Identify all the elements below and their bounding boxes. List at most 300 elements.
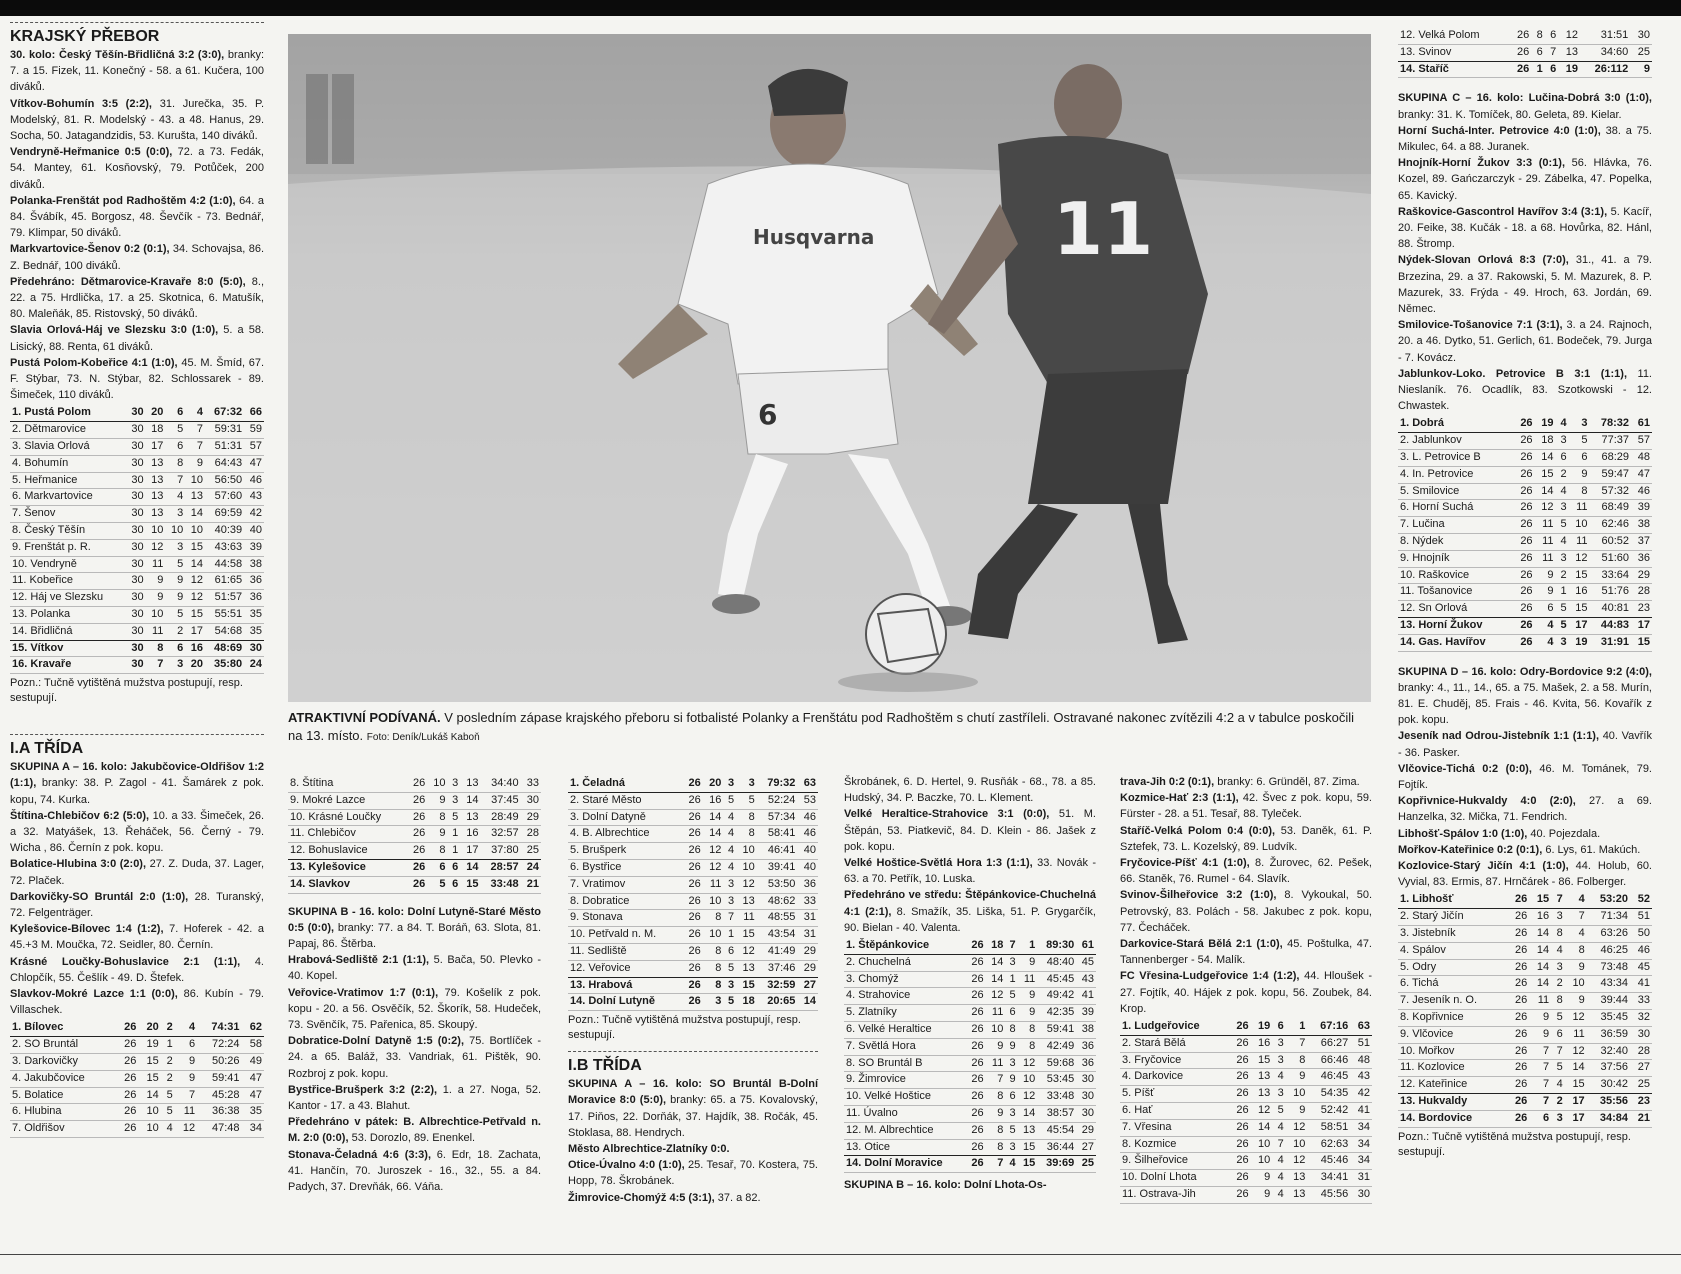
team-name: 13. Svinov	[1398, 44, 1510, 61]
match-result	[10, 889, 264, 921]
team-name: 4. Spálov	[1398, 942, 1507, 959]
stat-cell: 6	[1005, 1089, 1017, 1106]
stat-cell: 13	[1558, 44, 1580, 61]
stat-cell: 11	[986, 1055, 1006, 1072]
match-result	[1398, 317, 1652, 366]
match-result-scorers: branky: 7. a 15. Fizek, 11. Konečný - 58. a 61. Kučera, 100 diváků.	[10, 49, 264, 94]
match-result-scorers: 51. M. Štěpán, 53. Piatkevič, 84. D. Klein - 86. Jašek z pok. kopu.	[844, 808, 1096, 853]
table-row	[844, 1106, 1096, 1123]
team-name: 12. Bohuslavice	[288, 843, 407, 860]
stat-cell: 26	[407, 809, 427, 826]
stat-cell: 47	[1631, 466, 1652, 483]
stat-cell: 23	[1631, 601, 1652, 618]
stat-cell: 9	[427, 792, 447, 809]
stat-cell: 42:49	[1037, 1038, 1076, 1055]
table-row	[1398, 584, 1652, 601]
team-name: 8. Štítina	[288, 776, 407, 792]
stat-cell: 41	[1630, 976, 1652, 993]
stat-cell: 33	[1630, 993, 1652, 1010]
stat-cell: 26	[1507, 1060, 1529, 1077]
stat-cell: 12	[986, 988, 1006, 1005]
stat-cell: 4	[1272, 1170, 1286, 1187]
table-row	[568, 927, 818, 944]
match-result-scorers: 8. Vykoukal, 50. Petrovský, 83. Polách - 58. Jakubec z pok. kopu, 77. Čecháček.	[1120, 889, 1373, 934]
stat-cell: 51:31	[205, 439, 244, 456]
team-name: 2. Chuchelná	[844, 954, 966, 971]
stat-cell: 30	[126, 573, 146, 590]
stat-cell: 14	[1018, 1106, 1038, 1123]
stat-cell: 26	[682, 809, 703, 826]
stat-cell: 3	[1551, 1110, 1565, 1127]
team-name: 10. Raškovice	[1398, 567, 1514, 584]
stat-cell: 5	[1551, 1060, 1565, 1077]
stat-cell: 6	[1272, 1019, 1286, 1035]
standings-ib-b	[1120, 1019, 1372, 1204]
match-result-header: 30. kolo: Český Těšín-Břidličná 3:2 (3:0),	[10, 49, 225, 61]
match-result-header: Horní Suchá-Inter. Petrovice 4:0 (1:0),	[1398, 124, 1601, 137]
stat-cell: 4	[1556, 483, 1569, 500]
match-result	[10, 986, 264, 1018]
stat-cell: 6	[1545, 61, 1559, 78]
stat-cell: 26	[1510, 44, 1532, 61]
team-name: 1. Čeladná	[568, 776, 682, 792]
stat-cell: 46	[1631, 483, 1652, 500]
stat-cell: 47:48	[197, 1121, 241, 1138]
team-name: 3. L. Petrovice B	[1398, 450, 1514, 467]
stat-cell: 10	[1286, 1136, 1308, 1153]
stat-cell: 10	[185, 472, 205, 489]
stat-cell: 12	[1558, 28, 1580, 44]
table-row	[1398, 1026, 1652, 1043]
match-result	[10, 47, 264, 96]
table-row	[1398, 1060, 1652, 1077]
team-name: 4. Bohumín	[10, 455, 126, 472]
stat-cell: 26	[1514, 534, 1535, 551]
stat-cell: 50:26	[197, 1054, 241, 1071]
match-result	[844, 806, 1096, 855]
match-result-scorers: 31. Jurečka, 35. P. Modelský, 81. R. Modelský - 43. a 48. Hanus, 29. Socha, 50. Jatagandzidis, 53. Kurušta, 140 diváků.	[10, 97, 265, 143]
stat-cell: 14	[185, 556, 205, 573]
match-result-scorers: 6. Lys, 61. Makúch.	[1545, 843, 1641, 856]
stat-cell: 3	[1005, 1106, 1017, 1123]
stat-cell: 30	[126, 539, 146, 556]
stat-cell: 2	[1556, 567, 1569, 584]
stat-cell: 14	[986, 971, 1006, 988]
team-name: 13. Otice	[844, 1139, 966, 1156]
table-row	[568, 776, 818, 792]
stat-cell: 34:40	[481, 776, 521, 792]
table-row	[1120, 1136, 1372, 1153]
team-name: 11. Ostrava-Jih	[1120, 1187, 1229, 1204]
stat-cell: 4	[1005, 1156, 1017, 1173]
stat-cell: 14	[1529, 959, 1551, 976]
match-result-scorers: 5. a 58. Lisický, 88. Renta, 61 diváků.	[10, 324, 264, 353]
table-row	[844, 988, 1096, 1005]
stat-cell: 5	[161, 1104, 175, 1121]
stat-cell: 46	[1630, 942, 1652, 959]
results-ia-a	[10, 759, 264, 1018]
match-result-header: Markvartovice-Šenov 0:2 (0:1),	[10, 243, 170, 256]
table-row	[1398, 1010, 1652, 1027]
stat-cell: 46:41	[757, 843, 798, 860]
stat-cell: 35	[244, 607, 264, 624]
stat-cell: 8	[1005, 1022, 1017, 1039]
stat-cell: 40:81	[1590, 601, 1631, 618]
stat-cell: 71:34	[1587, 909, 1630, 926]
stat-cell: 36	[1631, 550, 1652, 567]
stat-cell: 9	[165, 590, 185, 607]
stat-cell: 47	[242, 1087, 264, 1104]
stat-cell: 30	[1630, 28, 1652, 44]
stat-cell: 26	[682, 859, 703, 876]
table-row	[1398, 601, 1652, 618]
stat-cell: 30	[126, 523, 146, 540]
match-result	[1398, 761, 1652, 793]
team-name: 14. Slavkov	[288, 876, 407, 893]
team-name: 13. Hrabová	[568, 977, 682, 994]
player-number-dark: 11	[1053, 187, 1154, 271]
stat-cell: 28	[521, 826, 541, 843]
table-row	[1398, 634, 1652, 651]
results-ib-a	[568, 1076, 818, 1206]
match-result-scorers: 37. a 82.	[717, 1191, 761, 1204]
match-result-header: Nýdek-Slovan Orlová 8:3 (7:0),	[1398, 254, 1569, 267]
stat-cell: 11	[1569, 534, 1590, 551]
stat-cell: 15	[1569, 601, 1590, 618]
stat-cell: 64:43	[205, 455, 244, 472]
stat-cell: 5	[1556, 517, 1569, 534]
stat-cell: 4	[1535, 634, 1556, 651]
stat-cell: 9	[175, 1070, 197, 1087]
match-result-header: Vítkov-Bohumín 3:5 (2:2),	[10, 97, 152, 110]
team-name: 8. Český Těšín	[10, 523, 126, 540]
stat-cell: 62	[242, 1020, 264, 1036]
stat-cell: 31:91	[1590, 634, 1631, 651]
stat-cell: 28:57	[481, 859, 521, 876]
stat-cell: 30	[126, 623, 146, 640]
match-result	[1120, 887, 1372, 936]
stat-cell: 26	[682, 943, 703, 960]
stat-cell: 13	[146, 506, 166, 523]
match-result-scorers: 5. Kacíř, 20. Feike, 38. Kučák - 18. a 68. Hovůrka, 82. Hánl, 88. Štromp.	[1398, 205, 1652, 251]
match-result-header: Štítina-Chlebičov 6:2 (5:0),	[10, 809, 150, 822]
stat-cell: 4	[723, 826, 736, 843]
table-row	[844, 1055, 1096, 1072]
stat-cell: 10	[1569, 517, 1590, 534]
stat-cell: 6	[165, 640, 185, 657]
match-result	[1398, 858, 1652, 890]
match-result	[568, 1076, 818, 1141]
stat-cell: 9	[146, 590, 166, 607]
match-result-header: Bolatice-Hlubina 3:0 (2:0),	[10, 858, 147, 871]
stat-cell: 2	[161, 1070, 175, 1087]
stat-cell: 1	[1531, 61, 1545, 78]
team-name: 8. Kozmice	[1120, 1136, 1229, 1153]
stat-cell: 11	[146, 556, 166, 573]
results-ib-b	[1120, 774, 1372, 1017]
player-number-white: 6	[758, 398, 778, 431]
stat-cell: 2	[1551, 1094, 1565, 1111]
stat-cell: 30	[126, 455, 146, 472]
stat-cell: 48	[1631, 450, 1652, 467]
team-name: 12. Veřovice	[568, 960, 682, 977]
table-row	[10, 523, 264, 540]
stat-cell: 48:40	[1037, 954, 1076, 971]
stat-cell: 26	[1514, 584, 1535, 601]
stat-cell: 14	[703, 826, 724, 843]
stat-cell: 14	[1535, 483, 1556, 500]
stat-cell: 39:41	[757, 859, 798, 876]
stat-cell: 3	[1272, 1052, 1286, 1069]
stat-cell: 36	[797, 876, 818, 893]
stat-cell: 12	[185, 590, 205, 607]
match-result	[1120, 936, 1372, 968]
team-name: 9. Vlčovice	[1398, 1026, 1507, 1043]
table-row	[1398, 909, 1652, 926]
stat-cell: 3	[1556, 550, 1569, 567]
team-name: 4. Strahovice	[844, 988, 966, 1005]
stat-cell: 37:45	[481, 792, 521, 809]
stat-cell: 2	[165, 623, 185, 640]
stat-cell: 8	[1286, 1052, 1308, 1069]
table-row	[844, 1022, 1096, 1039]
stat-cell: 7	[986, 1156, 1006, 1173]
standings-ia-a-part2	[288, 776, 541, 894]
table-row	[1120, 1035, 1372, 1052]
match-result	[1398, 826, 1652, 842]
team-name: 2. Starý Jičín	[1398, 909, 1507, 926]
stat-cell: 39:69	[1037, 1156, 1076, 1173]
team-name: 6. Hať	[1120, 1103, 1229, 1120]
stat-cell: 26	[407, 776, 427, 792]
stat-cell: 30	[126, 607, 146, 624]
stat-cell: 31	[797, 910, 818, 927]
table-row	[10, 1054, 264, 1071]
stat-cell: 26	[1507, 1094, 1529, 1111]
stat-cell: 3	[1005, 954, 1017, 971]
match-result	[288, 985, 541, 1034]
stat-cell: 45	[1630, 959, 1652, 976]
team-name: 5. Heřmanice	[10, 472, 126, 489]
match-result-scorers: 72. a 73. Fedák, 54. Mantey, 61. Kosňovský, 79. Potůček, 200 diváků.	[10, 146, 264, 191]
stat-cell: 36	[1076, 1038, 1096, 1055]
table-row	[1398, 892, 1652, 908]
table-row	[1398, 61, 1652, 78]
team-name: 1. Ludgeřovice	[1120, 1019, 1229, 1035]
team-name: 3. Darkovičky	[10, 1054, 116, 1071]
stat-cell: 43:34	[1587, 976, 1630, 993]
photo-illustration	[288, 34, 1371, 702]
match-result-header: Staříč-Velká Polom 0:4 (0:0),	[1120, 824, 1276, 837]
stat-cell: 26	[1514, 550, 1535, 567]
stat-cell: 8	[703, 960, 724, 977]
stat-cell: 12	[1565, 1043, 1587, 1060]
stat-cell: 31	[797, 927, 818, 944]
stat-cell: 48:69	[205, 640, 244, 657]
stat-cell: 14	[1529, 926, 1551, 943]
stat-cell: 26	[1514, 634, 1535, 651]
team-name: 11. Sedliště	[568, 943, 682, 960]
table-row	[10, 455, 264, 472]
stat-cell: 17	[1569, 618, 1590, 635]
stat-cell: 26	[682, 910, 703, 927]
match-result-header: Kopřivnice-Hukvaldy 4:0 (2:0),	[1398, 795, 1576, 808]
stat-cell: 33	[797, 893, 818, 910]
team-name: 3. Jistebník	[1398, 926, 1507, 943]
stat-cell: 26	[1514, 433, 1535, 450]
stat-cell: 26	[1229, 1187, 1251, 1204]
stat-cell: 26	[1514, 618, 1535, 635]
stat-cell: 2	[1556, 466, 1569, 483]
stat-cell: 3	[448, 792, 461, 809]
stat-cell: 17	[1565, 1110, 1587, 1127]
stat-cell: 57:34	[757, 809, 798, 826]
table-row	[1398, 959, 1652, 976]
team-name: 9. Šilheřovice	[1120, 1153, 1229, 1170]
match-result	[10, 355, 264, 404]
team-name: 8. Dobratice	[568, 893, 682, 910]
team-name: 3. Chomýž	[844, 971, 966, 988]
stat-cell: 26	[1514, 500, 1535, 517]
stat-cell: 26	[116, 1037, 138, 1054]
stat-cell: 13	[146, 455, 166, 472]
stat-cell: 9	[1286, 1069, 1308, 1086]
stat-cell: 30	[126, 472, 146, 489]
standings-note: Pozn.: Tučně vytištěná mužstva postupují, resp. sestupují.	[10, 677, 243, 705]
team-name: 7. Světlá Hora	[844, 1038, 966, 1055]
stat-cell: 26	[1514, 450, 1535, 467]
column-ia-b-table	[568, 774, 818, 1206]
stat-cell: 62:63	[1307, 1136, 1350, 1153]
standings-krajsky	[10, 405, 264, 674]
team-name: 2. Dětmarovice	[10, 422, 126, 439]
stat-cell: 30	[126, 489, 146, 506]
stat-cell: 77:37	[1590, 433, 1631, 450]
stat-cell: 16	[460, 826, 480, 843]
table-row	[10, 539, 264, 556]
table-row	[288, 843, 541, 860]
stat-cell: 39	[1076, 1005, 1096, 1022]
table-row	[10, 1020, 264, 1036]
stat-cell: 24	[244, 657, 264, 674]
stat-cell: 4	[1272, 1187, 1286, 1204]
stat-cell: 2	[1551, 976, 1565, 993]
stat-cell: 10	[1251, 1136, 1273, 1153]
table-row	[568, 943, 818, 960]
team-name: 16. Kravaře	[10, 657, 126, 674]
standings-ia-b	[568, 776, 818, 1011]
stat-cell: 13	[460, 776, 480, 792]
match-result	[1398, 793, 1652, 825]
stat-cell: 9	[1630, 61, 1652, 78]
stat-cell: 13	[736, 960, 757, 977]
match-result-scorers: 1. a 27. Noga, 52. Kantor - 17. a 43. Blahut.	[288, 1083, 541, 1113]
table-row	[844, 1072, 1096, 1089]
stat-cell: 17	[146, 439, 166, 456]
stat-cell: 26	[116, 1087, 138, 1104]
stat-cell: 7	[185, 439, 205, 456]
table-row	[568, 859, 818, 876]
stat-cell: 48:62	[757, 893, 798, 910]
stat-cell: 44:83	[1590, 618, 1631, 635]
stat-cell: 6	[723, 943, 736, 960]
match-result-header: FC Vřesina-Ludgeřovice 1:4 (1:2),	[1120, 970, 1300, 983]
table-row	[10, 422, 264, 439]
stat-cell: 36:44	[1037, 1139, 1076, 1156]
team-name: 13. Horní Žukov	[1398, 618, 1514, 635]
stat-cell: 14	[1251, 1119, 1273, 1136]
table-row	[844, 954, 1096, 971]
match-result-header: SKUPINA B - 16. kolo: Dolní Lutyně-Staré Město 0:5 (0:0),	[288, 905, 541, 934]
stat-cell: 7	[1005, 938, 1017, 954]
stat-cell: 35:80	[205, 657, 244, 674]
stat-cell: 26	[1510, 61, 1532, 78]
stat-cell: 67:16	[1307, 1019, 1350, 1035]
stat-cell: 43	[1350, 1069, 1372, 1086]
stat-cell: 26	[682, 893, 703, 910]
photo-caption	[288, 709, 1371, 747]
stat-cell: 7	[1529, 1043, 1551, 1060]
team-name: 6. Tichá	[1398, 976, 1507, 993]
table-row	[1398, 433, 1652, 450]
stat-cell: 11	[1535, 534, 1556, 551]
stat-cell: 9	[1529, 1026, 1551, 1043]
table-row	[288, 776, 541, 792]
match-result	[288, 1114, 541, 1146]
match-result-header: Vlčovice-Tichá 0:2 (0:0),	[1398, 762, 1532, 775]
stat-cell: 9	[1018, 954, 1038, 971]
match-result-scorers: 27. Z. Duda, 37. Lager, 72. Plaček.	[10, 858, 264, 887]
stat-cell: 14	[1529, 942, 1551, 959]
stat-cell: 15	[185, 539, 205, 556]
stat-cell: 13	[146, 489, 166, 506]
stat-cell: 20	[146, 405, 166, 421]
stat-cell: 1	[1556, 584, 1569, 601]
stat-cell: 10	[1286, 1086, 1308, 1103]
stat-cell: 30	[126, 657, 146, 674]
table-row	[288, 859, 541, 876]
stat-cell: 11	[1535, 517, 1556, 534]
stat-cell: 15	[736, 977, 757, 994]
stat-cell: 40	[797, 859, 818, 876]
stat-cell: 9	[1005, 1072, 1017, 1089]
table-row	[10, 472, 264, 489]
stat-cell: 47	[244, 455, 264, 472]
stat-cell: 10	[736, 859, 757, 876]
stat-cell: 6	[1529, 1110, 1551, 1127]
team-name: 12. M. Albrechtice	[844, 1122, 966, 1139]
stat-cell: 3	[165, 506, 185, 523]
stat-cell: 26	[966, 1122, 986, 1139]
stat-cell: 3	[165, 539, 185, 556]
stat-cell: 12	[703, 859, 724, 876]
table-row	[844, 1005, 1096, 1022]
stat-cell: 12	[1286, 1153, 1308, 1170]
stat-cell: 8	[146, 640, 166, 657]
stat-cell: 26	[1507, 1110, 1529, 1127]
stat-cell: 29	[1631, 567, 1652, 584]
stat-cell: 30	[126, 405, 146, 421]
stat-cell: 19	[138, 1037, 160, 1054]
stat-cell: 54:68	[205, 623, 244, 640]
stat-cell: 4	[185, 405, 205, 421]
stat-cell: 7	[1529, 1060, 1551, 1077]
stat-cell: 26	[1507, 1026, 1529, 1043]
match-result-header: Předehráno v pátek: B. Albrechtice-Petřvald n. M. 2:0 (0:0),	[288, 1116, 541, 1145]
stat-cell: 29	[797, 943, 818, 960]
match-result	[1120, 855, 1372, 887]
table-row	[1398, 1043, 1652, 1060]
